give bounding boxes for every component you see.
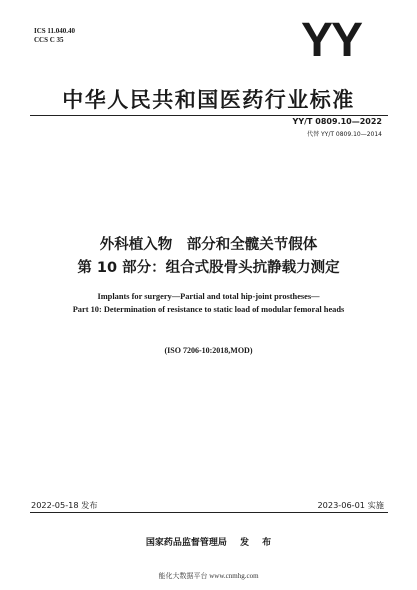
footer-divider [30, 512, 388, 513]
implementation-date: 2023-06-01 实施 [317, 500, 384, 510]
ccs-code: CCS C 35 [34, 36, 64, 44]
issuing-authority: 国家药品监督管理局 发 布 [145, 538, 272, 548]
title-en-line2: Part 10: Determination of resistance to static load of modular femoral heads [72, 305, 345, 314]
title-en-line1: Implants for surgery—Partial and total hip-joint prostheses— [97, 292, 320, 301]
standard-title: 中华人民共和国医药行业标准 [62, 88, 355, 112]
header-divider [30, 115, 388, 116]
ics-code: ICS 11.040.40 [34, 27, 76, 35]
replaces-note: 代替 YY/T 0809.10—2014 [307, 131, 382, 138]
issue-date: 2022-05-18 发布 [31, 500, 98, 510]
yy-logo: YY [300, 14, 361, 67]
standard-number: YY/T 0809.10—2022 [292, 117, 382, 126]
classification-codes [34, 27, 75, 45]
footer-watermark: 能化大数据平台 www.cnmhg.com [158, 572, 259, 580]
iso-reference: (ISO 7206-10:2018,MOD) [164, 346, 253, 355]
title-zh-line2: 第 10 部分：组合式股骨头抗静载力测定 [77, 260, 340, 276]
title-zh-line1: 外科植入物 部分和全髋关节假体 [99, 237, 318, 253]
